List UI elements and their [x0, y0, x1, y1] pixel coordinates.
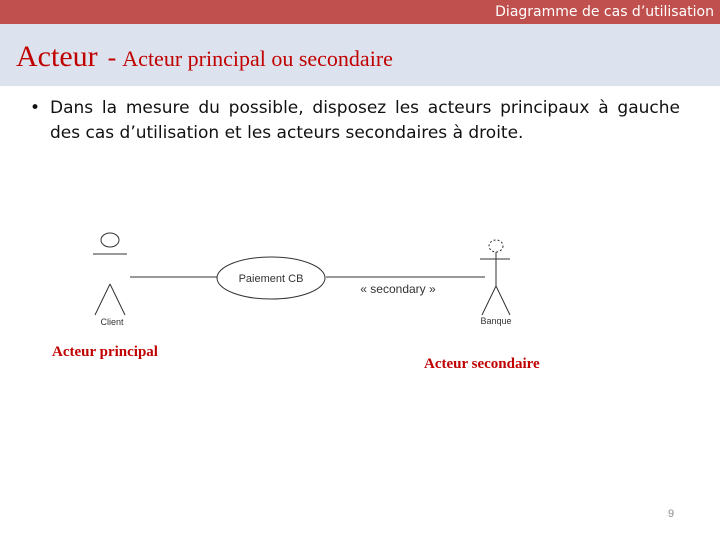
caption-primary-actor: Acteur principal: [52, 344, 158, 360]
bullet-item: [30, 96, 680, 146]
bullet-marker: •: [30, 98, 41, 118]
client-label: Client: [100, 317, 124, 327]
caption-secondary-actor: Acteur secondaire: [424, 356, 540, 372]
stereotype-label: « secondary »: [360, 282, 436, 296]
title-sub: Acteur principal ou secondaire: [122, 46, 393, 71]
section-title: Diagramme de cas d’utilisation: [495, 4, 714, 20]
title-main: Acteur: [16, 40, 98, 73]
section-bar: [0, 0, 720, 24]
title-separator: -: [107, 43, 117, 72]
slide-title: [16, 40, 393, 74]
use-case-diagram: [80, 220, 530, 335]
page-number: 9: [668, 508, 675, 520]
client-actor-icon: [93, 233, 127, 315]
use-case-label: Paiement CB: [238, 273, 304, 285]
bullet-text: Dans la mesure du possible, disposez les acteurs principaux à gauche des cas d’utilisation et les acteurs secondaires à droite.: [50, 98, 680, 143]
banque-label: Banque: [480, 316, 512, 326]
